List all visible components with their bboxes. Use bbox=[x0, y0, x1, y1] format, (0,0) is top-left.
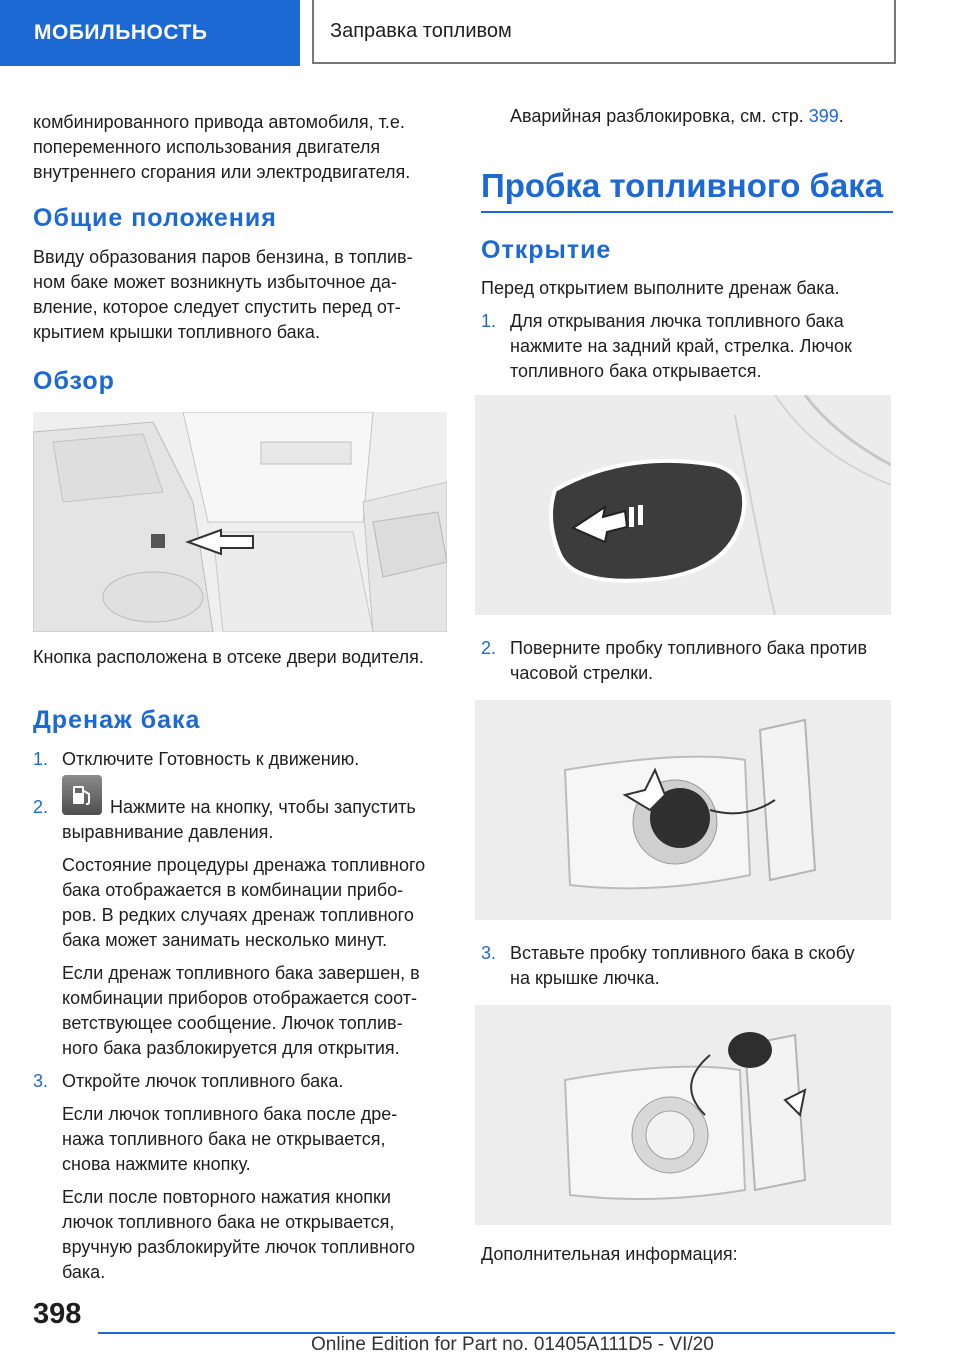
fuel-cap-heading: Пробка топливного бака bbox=[481, 167, 893, 213]
r-step-3-line-1: Вставьте пробку топливного бака в скобу bbox=[510, 943, 855, 963]
r-step-2-line-1: Поверните пробку топливного бака против bbox=[510, 638, 868, 658]
page-link-399[interactable]: 399 bbox=[808, 106, 839, 126]
step-3-para1-line-2: нажа топливного бака не открывается, bbox=[62, 1129, 386, 1149]
step-2-para1-line-1: Состояние процедуры дренажа топливного bbox=[62, 855, 426, 875]
drain-heading: Дренаж бака bbox=[33, 706, 201, 734]
r-step-1-line-3: топливного бака открывается. bbox=[510, 361, 762, 381]
emergency-text: Аварийная разблокировка, см. стр. bbox=[510, 106, 804, 126]
step-3-number: 3. bbox=[33, 1071, 49, 1091]
fuel-pump-icon bbox=[62, 775, 102, 815]
r-step-1-line-2: нажмите на задний край, стрелка. Лючок bbox=[510, 336, 852, 356]
fuel-cap-stow-illustration bbox=[475, 1005, 891, 1225]
step-2-line-2: выравнивание давления. bbox=[62, 822, 274, 842]
more-info-label: Дополнительная информация: bbox=[481, 1244, 738, 1264]
general-line-1: Ввиду образования паров бензина, в топлив- bbox=[33, 247, 413, 267]
r-step-1-line-1: Для открывания лючка топливного бака bbox=[510, 311, 844, 331]
general-line-4: крытием крышки топливного бака. bbox=[33, 322, 320, 342]
step-2-number: 2. bbox=[33, 797, 49, 817]
step-2-para2-line-3: ветствующее сообщение. Лючок топлив- bbox=[62, 1013, 403, 1033]
step-3-para2-line-3: вручную разблокируйте лючок топливного bbox=[62, 1237, 416, 1257]
step-2-para2-line-4: ного бака разблокируется для открытия. bbox=[62, 1038, 400, 1058]
step-2-para1-line-3: ров. В редких случаях дренаж топливного bbox=[62, 905, 414, 925]
overview-heading: Обзор bbox=[33, 367, 115, 395]
emergency-dot: . bbox=[838, 106, 844, 126]
door-button-illustration bbox=[33, 412, 447, 632]
fuel-flap-press-illustration bbox=[475, 395, 891, 615]
intro-line-3: внутреннего сгорания или электродвигателя. bbox=[33, 162, 411, 182]
chapter-title: Заправка топливом bbox=[312, 0, 896, 64]
general-line-2: ном баке может возникнуть избыточное да- bbox=[33, 272, 397, 292]
step-3-para2-line-1: Если после повторного нажатия кнопки bbox=[62, 1187, 391, 1207]
r-step-3-line-2: на крышке лючка. bbox=[510, 968, 660, 988]
r-step-3-number: 3. bbox=[481, 943, 497, 963]
step-2-para2-line-2: комбинации приборов отображается соот- bbox=[62, 988, 418, 1008]
overview-caption: Кнопка расположена в отсеке двери водителя. bbox=[33, 647, 424, 667]
step-1-number: 1. bbox=[33, 749, 49, 769]
step-3-para2-line-4: бака. bbox=[62, 1262, 106, 1282]
general-heading: Общие положения bbox=[33, 204, 277, 232]
opening-intro: Перед открытием выполните дренаж бака. bbox=[481, 278, 840, 298]
r-step-1-number: 1. bbox=[481, 311, 497, 331]
intro-line-1: комбинированного привода автомобиля, т.е. bbox=[33, 112, 405, 132]
step-2-para1-line-4: бака может занимать несколько минут. bbox=[62, 930, 388, 950]
step-3-para1-line-3: снова нажмите кнопку. bbox=[62, 1154, 251, 1174]
step-3-para2-line-2: лючок топливного бака не открывается, bbox=[62, 1212, 395, 1232]
opening-heading: Открытие bbox=[481, 236, 612, 264]
general-line-3: вление, которое следует спустить перед от- bbox=[33, 297, 401, 317]
r-step-2-number: 2. bbox=[481, 638, 497, 658]
r-step-2-line-2: часовой стрелки. bbox=[510, 663, 654, 683]
intro-line-2: попеременного использования двигателя bbox=[33, 137, 381, 157]
step-3-para1-line-1: Если лючок топливного бака после дре- bbox=[62, 1104, 398, 1124]
fuel-cap-turn-illustration bbox=[475, 700, 891, 920]
page-number: 398 bbox=[33, 1298, 82, 1330]
step-2-para1-line-2: бака отображается в комбинации прибо- bbox=[62, 880, 404, 900]
edition-note: Online Edition for Part no. 01405A111D5 - VI/20 bbox=[311, 1334, 714, 1355]
step-1-text: Отключите Готовность к движению. bbox=[62, 749, 360, 769]
step-2-line-1: Нажмите на кнопку, чтобы запустить bbox=[110, 797, 416, 817]
step-3-text: Откройте лючок топливного бака. bbox=[62, 1071, 344, 1091]
section-tab: МОБИЛЬНОСТЬ bbox=[0, 0, 300, 66]
step-2-para2-line-1: Если дренаж топливного бака завершен, в bbox=[62, 963, 420, 983]
emergency-unlock-ref bbox=[510, 104, 844, 129]
